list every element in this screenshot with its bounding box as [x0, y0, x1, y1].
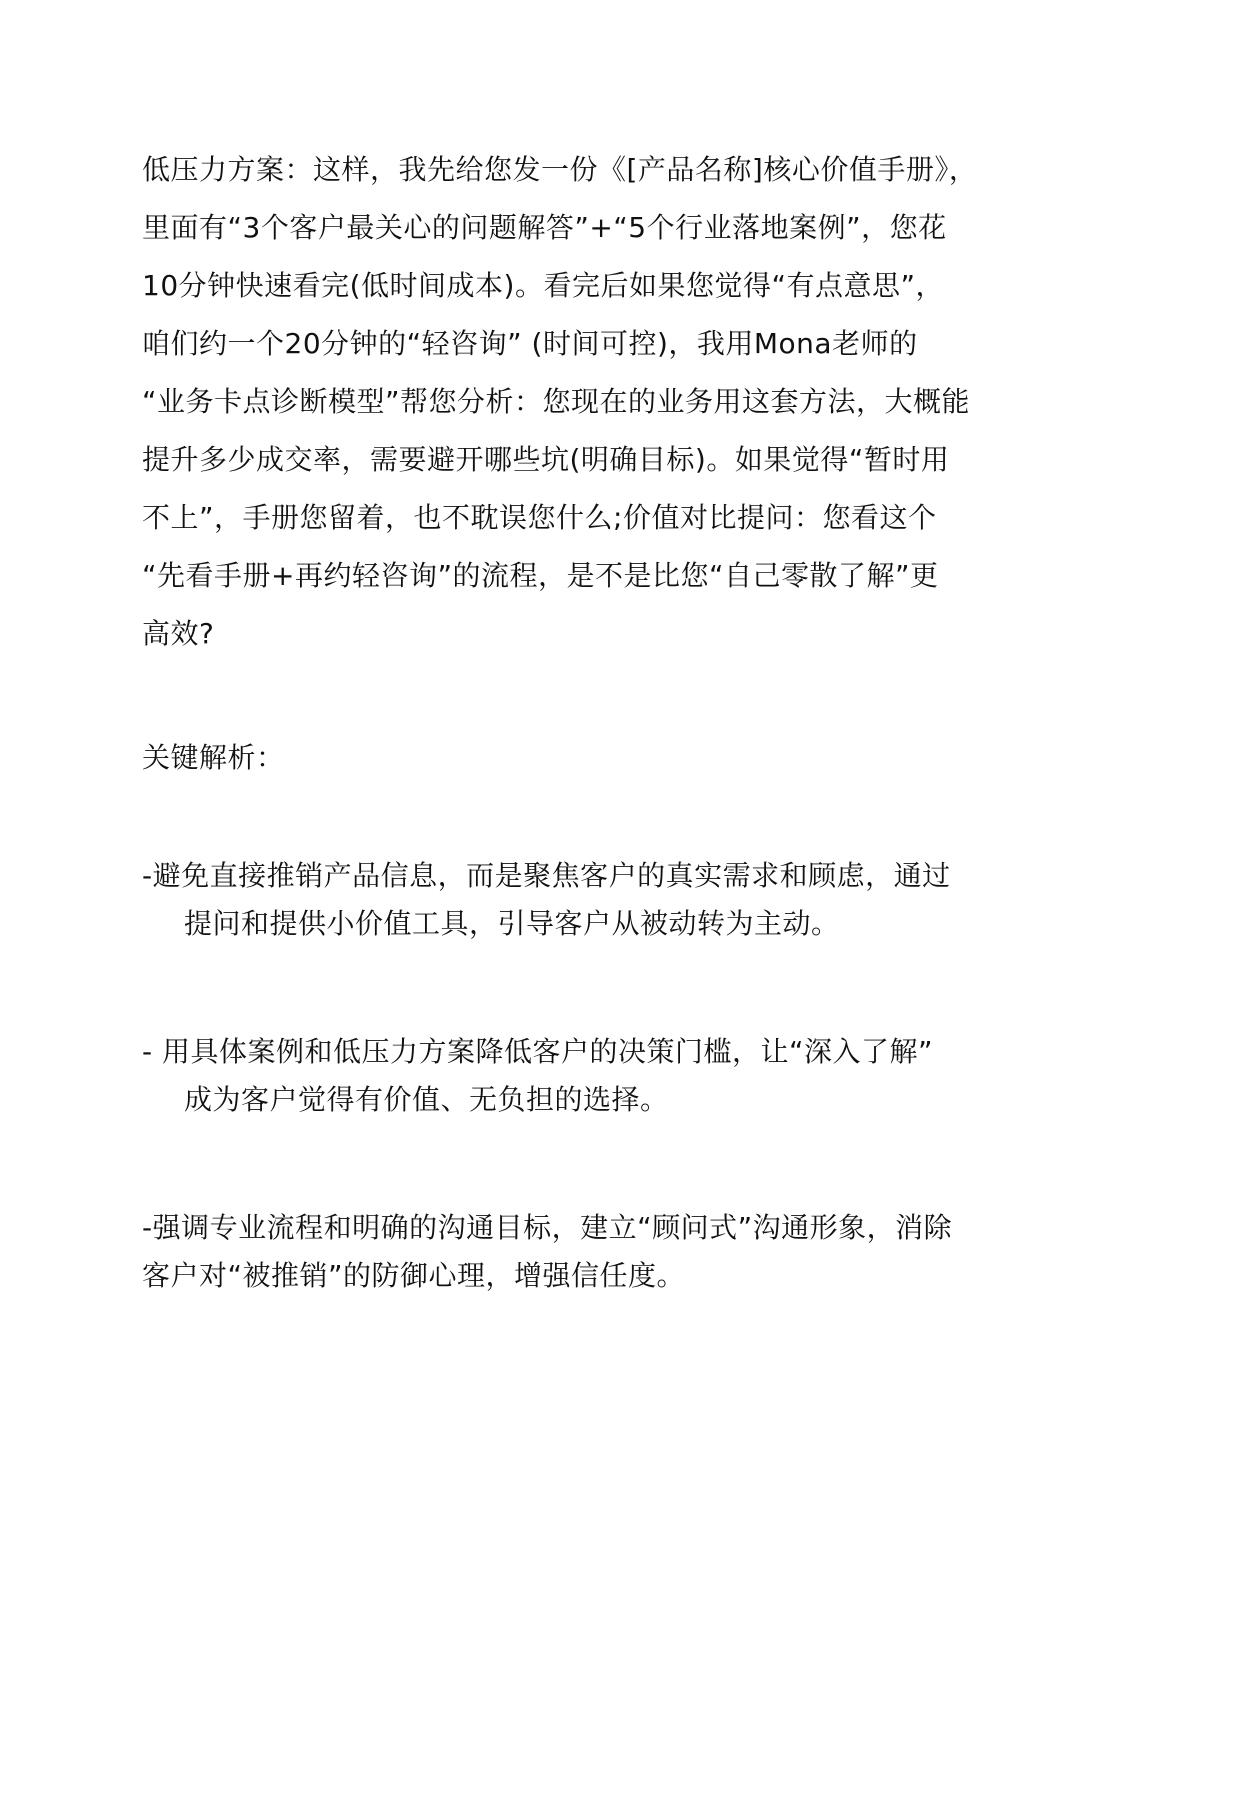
paragraph-line: “先看手册+再约轻咨询”的流程，是不是比您“自己零散了解”更 — [142, 559, 939, 592]
bullet-line: - 用具体案例和低压力方案降低客户的决策门槛，让“深入了解” — [142, 1035, 934, 1068]
bullet-line: 成为客户觉得有价值、无负担的选择。 — [184, 1083, 669, 1116]
bullet-line: 客户对“被推销”的防御心理，增强信任度。 — [142, 1259, 686, 1292]
paragraph-line: “业务卡点诊断模型”帮您分析：您现在的业务用这套方法，大概能 — [142, 385, 971, 418]
bullet-line: -避免直接推销产品信息，而是聚焦客户的真实需求和顾虑，通过 — [142, 859, 951, 892]
paragraph-line: 低压力方案：这样，我先给您发一份《[产品名称]核心价值手册》， — [142, 153, 978, 186]
paragraph-line: 提升多少成交率，需要避开哪些坑(明确目标)。如果觉得“暂时用 — [142, 443, 950, 476]
bullet-line: 提问和提供小价值工具，引导客户从被动转为主动。 — [184, 907, 840, 940]
paragraph-line: 不上”，手册您留着，也不耽误您什么;价值对比提问：您看这个 — [142, 501, 937, 534]
paragraph-line: 10分钟快速看完(低时间成本)。看完后如果您觉得“有点意思”， — [142, 269, 944, 302]
section-heading: 关键解析： — [142, 741, 285, 774]
paragraph-line: 咱们约一个20分钟的“轻咨询” (时间可控)，我用Mona老师的 — [142, 327, 918, 360]
paragraph-line: 里面有“3个客户最关心的问题解答”+“5个行业落地案例”，您花 — [142, 211, 947, 244]
paragraph-line: 高效? — [142, 617, 215, 650]
bullet-line: -强调专业流程和明确的沟通目标，建立“顾问式”沟通形象，消除 — [142, 1211, 953, 1244]
